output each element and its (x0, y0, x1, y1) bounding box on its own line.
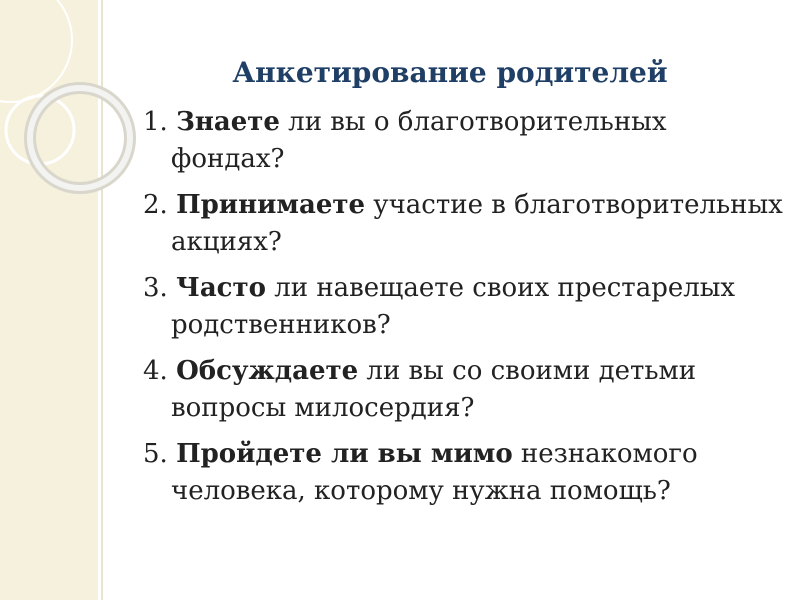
question-number: 4. (143, 356, 168, 386)
question-text: участие в благотворительных акциях? (171, 190, 783, 257)
list-item (143, 270, 783, 344)
decorative-rings (0, 0, 140, 260)
question-number: 3. (143, 273, 168, 303)
question-text: ли навещаете своих престарелых родственников? (171, 273, 736, 340)
question-text: незнакомого человека, которому нужна помощь? (171, 439, 698, 506)
slide-title: Анкетирование родителей (232, 56, 668, 89)
ring-icon (30, 88, 130, 188)
list-item (143, 353, 783, 427)
question-number: 5. (143, 439, 168, 469)
list-item (143, 436, 783, 510)
question-text: ли вы со своими детьми вопросы милосердия? (171, 356, 697, 423)
list-item (143, 104, 783, 178)
question-keyword: Знаете (176, 107, 280, 137)
question-list (143, 104, 783, 519)
question-number: 1. (143, 107, 168, 137)
question-keyword: Пройдете ли вы мимо (176, 439, 513, 469)
question-number: 2. (143, 190, 168, 220)
question-keyword: Принимаете (176, 190, 366, 220)
list-item (143, 187, 783, 261)
question-text: ли вы о благотворительных фондах? (171, 107, 667, 174)
question-keyword: Часто (176, 273, 266, 303)
question-keyword: Обсуждаете (176, 356, 359, 386)
